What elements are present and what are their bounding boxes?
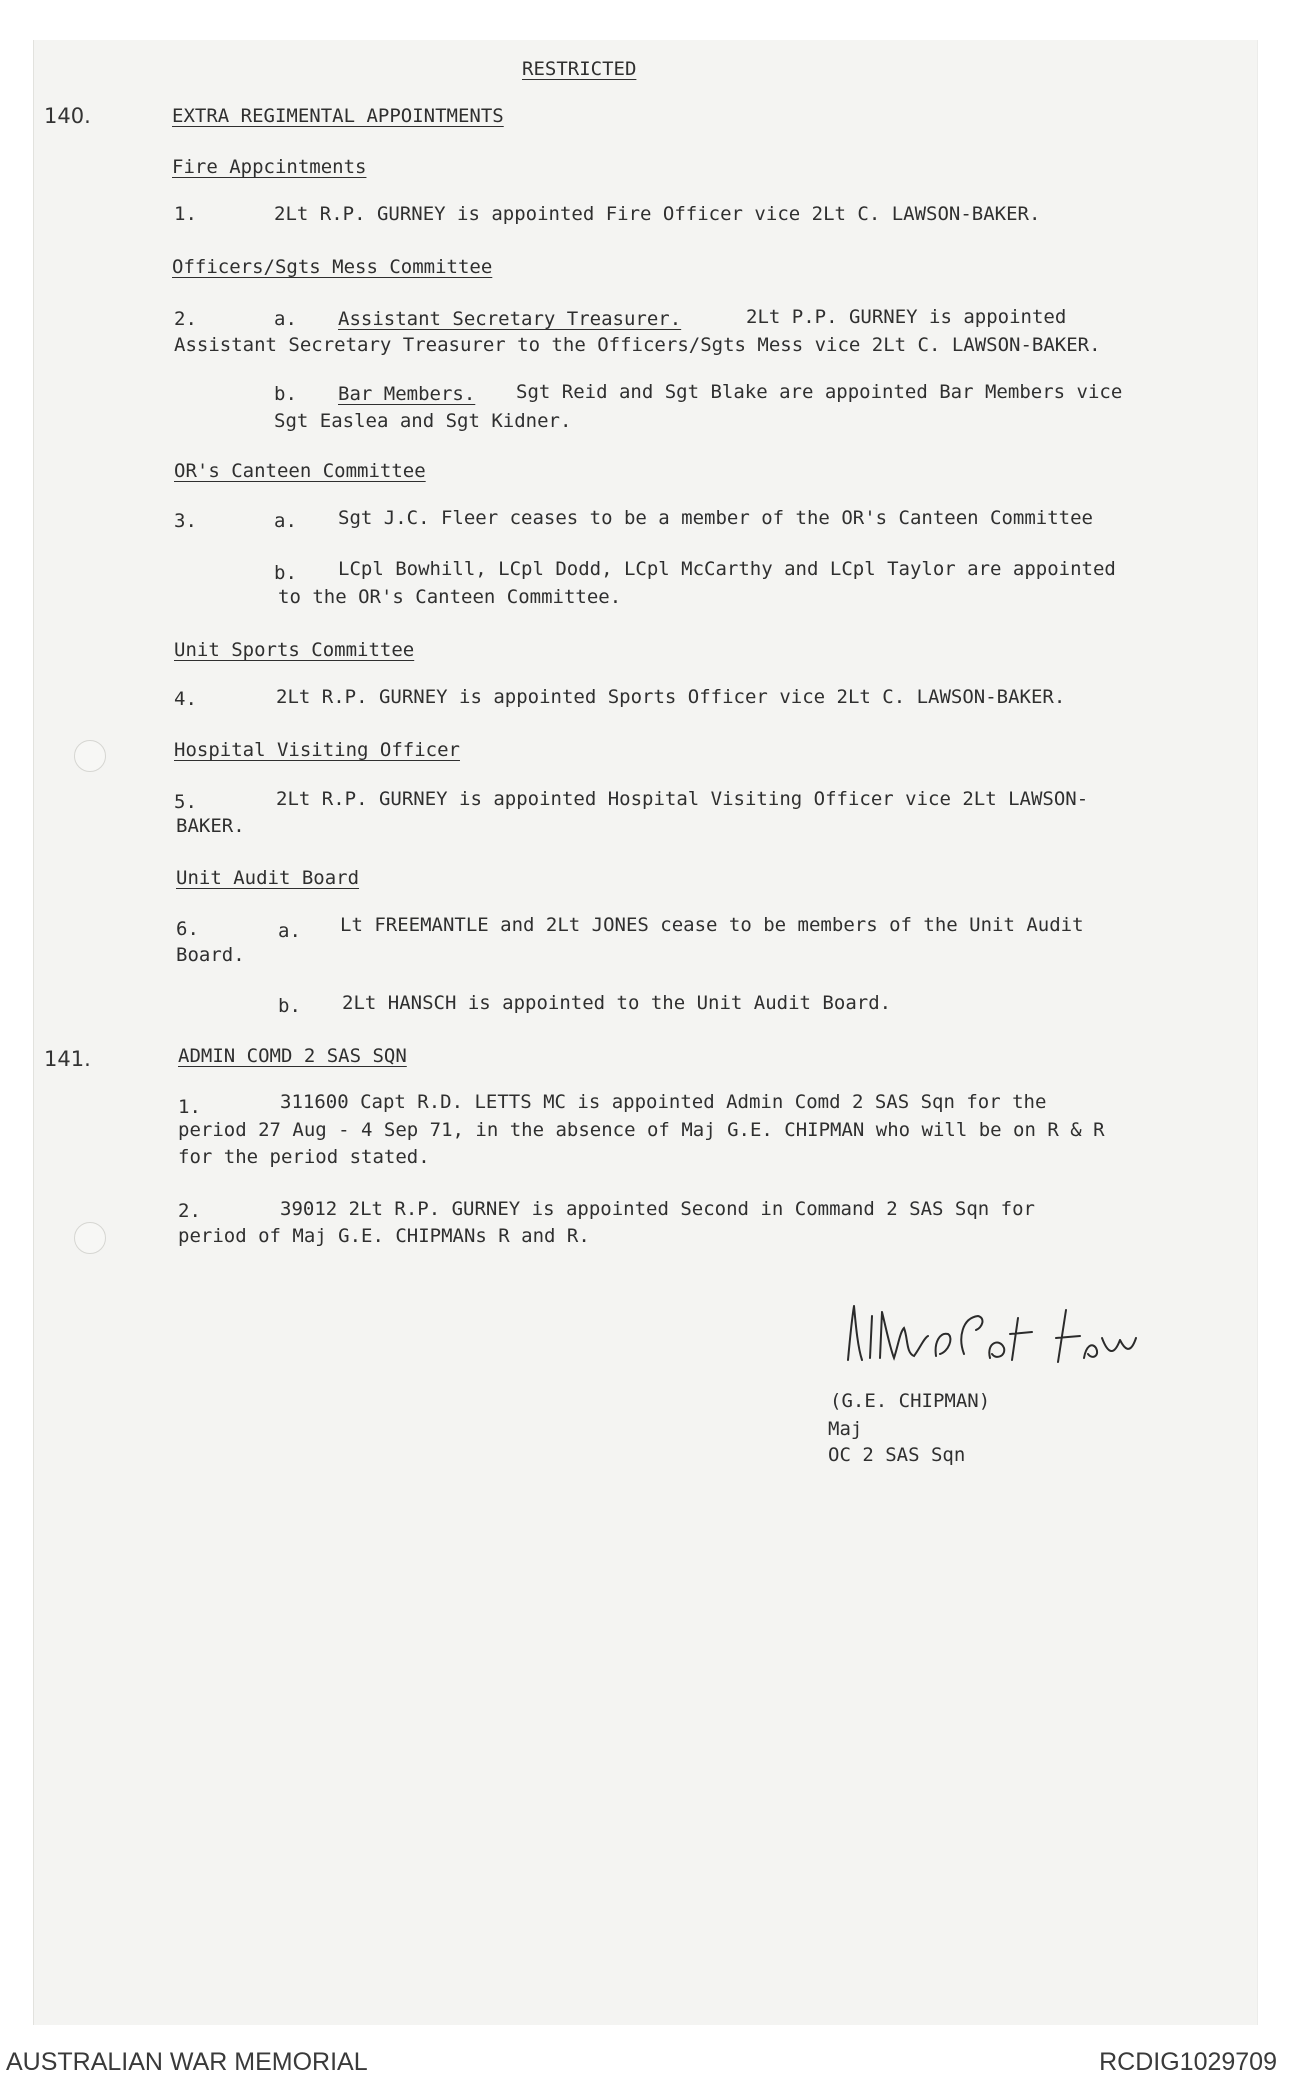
item-label: b.	[274, 383, 297, 405]
paragraph-text: 2Lt R.P. GURNEY is appointed Hospital Visiting Officer vice 2Lt LAWSON-	[276, 788, 1089, 810]
paragraph-text: BAKER.	[176, 815, 245, 837]
subheading: Officers/Sgts Mess Committee	[172, 256, 493, 278]
paragraph-text: period of Maj G.E. CHIPMANs R and R.	[178, 1225, 590, 1247]
footer-institution: AUSTRALIAN WAR MEMORIAL	[6, 2048, 368, 2076]
paragraph-number: 4.	[174, 688, 197, 710]
paragraph-text: Sgt J.C. Fleer ceases to be a member of the OR's Canteen Committee	[338, 507, 1093, 529]
punch-hole	[74, 740, 106, 772]
item-title: Bar Members.	[338, 383, 476, 405]
section-number: 141.	[44, 1047, 91, 1071]
item-label: b.	[278, 995, 301, 1017]
signatory-name: (G.E. CHIPMAN)	[830, 1390, 991, 1412]
section-number: 140.	[44, 104, 91, 128]
paragraph-text: 2Lt R.P. GURNEY is appointed Fire Officer vice 2Lt C. LAWSON-BAKER.	[274, 203, 1041, 225]
paragraph-number: 3.	[174, 510, 197, 532]
paragraph-text: 2Lt R.P. GURNEY is appointed Sports Officer vice 2Lt C. LAWSON-BAKER.	[276, 686, 1066, 708]
paragraph-text: Sgt Easlea and Sgt Kidner.	[274, 410, 572, 432]
paragraph-text: period 27 Aug - 4 Sep 71, in the absence of Maj G.E. CHIPMAN who will be on R & R	[178, 1119, 1105, 1141]
classification-header: RESTRICTED	[522, 58, 637, 80]
item-title: Assistant Secretary Treasurer.	[338, 308, 682, 330]
paragraph-number: 2.	[178, 1200, 201, 1222]
paragraph-number: 1.	[178, 1096, 201, 1118]
item-label: a.	[274, 510, 297, 532]
item-label: a.	[274, 308, 297, 330]
paragraph-number: 5.	[174, 791, 197, 813]
signatory-rank: Maj	[828, 1418, 863, 1440]
section-title: ADMIN COMD 2 SAS SQN	[178, 1045, 407, 1067]
section-title: EXTRA REGIMENTAL APPOINTMENTS	[172, 105, 504, 127]
subheading: Unit Audit Board	[176, 867, 360, 889]
paragraph-text: Sgt Reid and Sgt Blake are appointed Bar Members vice	[516, 381, 1123, 403]
paragraph-text: 2Lt P.P. GURNEY is appointed	[746, 306, 1067, 328]
subheading: Unit Sports Committee	[174, 639, 415, 661]
paragraph-text: Lt FREEMANTLE and 2Lt JONES cease to be members of the Unit Audit	[340, 914, 1084, 936]
footer-reference: RCDIG1029709	[1099, 2048, 1277, 2076]
paragraph-text: Board.	[176, 944, 245, 966]
signature	[840, 1298, 1140, 1378]
paragraph-number: 6.	[176, 918, 199, 940]
paragraph-text: LCpl Bowhill, LCpl Dodd, LCpl McCarthy and LCpl Taylor are appointed	[338, 558, 1116, 580]
item-label: b.	[274, 562, 297, 584]
paragraph-text: 2Lt HANSCH is appointed to the Unit Audit Board.	[342, 992, 892, 1014]
paragraph-number: 1.	[174, 203, 197, 225]
subheading: Fire Appcintments	[172, 156, 367, 178]
subheading: OR's Canteen Committee	[174, 460, 426, 482]
paragraph-text: 311600 Capt R.D. LETTS MC is appointed Admin Comd 2 SAS Sqn for the	[280, 1091, 1047, 1113]
item-label: a.	[278, 920, 301, 942]
paragraph-number: 2.	[174, 308, 197, 330]
punch-hole	[74, 1222, 106, 1254]
subheading: Hospital Visiting Officer	[174, 739, 460, 761]
paragraph-text: for the period stated.	[178, 1146, 430, 1168]
paragraph-text: Assistant Secretary Treasurer to the Officers/Sgts Mess vice 2Lt C. LAWSON-BAKER.	[174, 334, 1101, 356]
signatory-appointment: OC 2 SAS Sqn	[828, 1444, 966, 1466]
paragraph-text: to the OR's Canteen Committee.	[278, 586, 622, 608]
paragraph-text: 39012 2Lt R.P. GURNEY is appointed Second in Command 2 SAS Sqn for	[280, 1198, 1035, 1220]
